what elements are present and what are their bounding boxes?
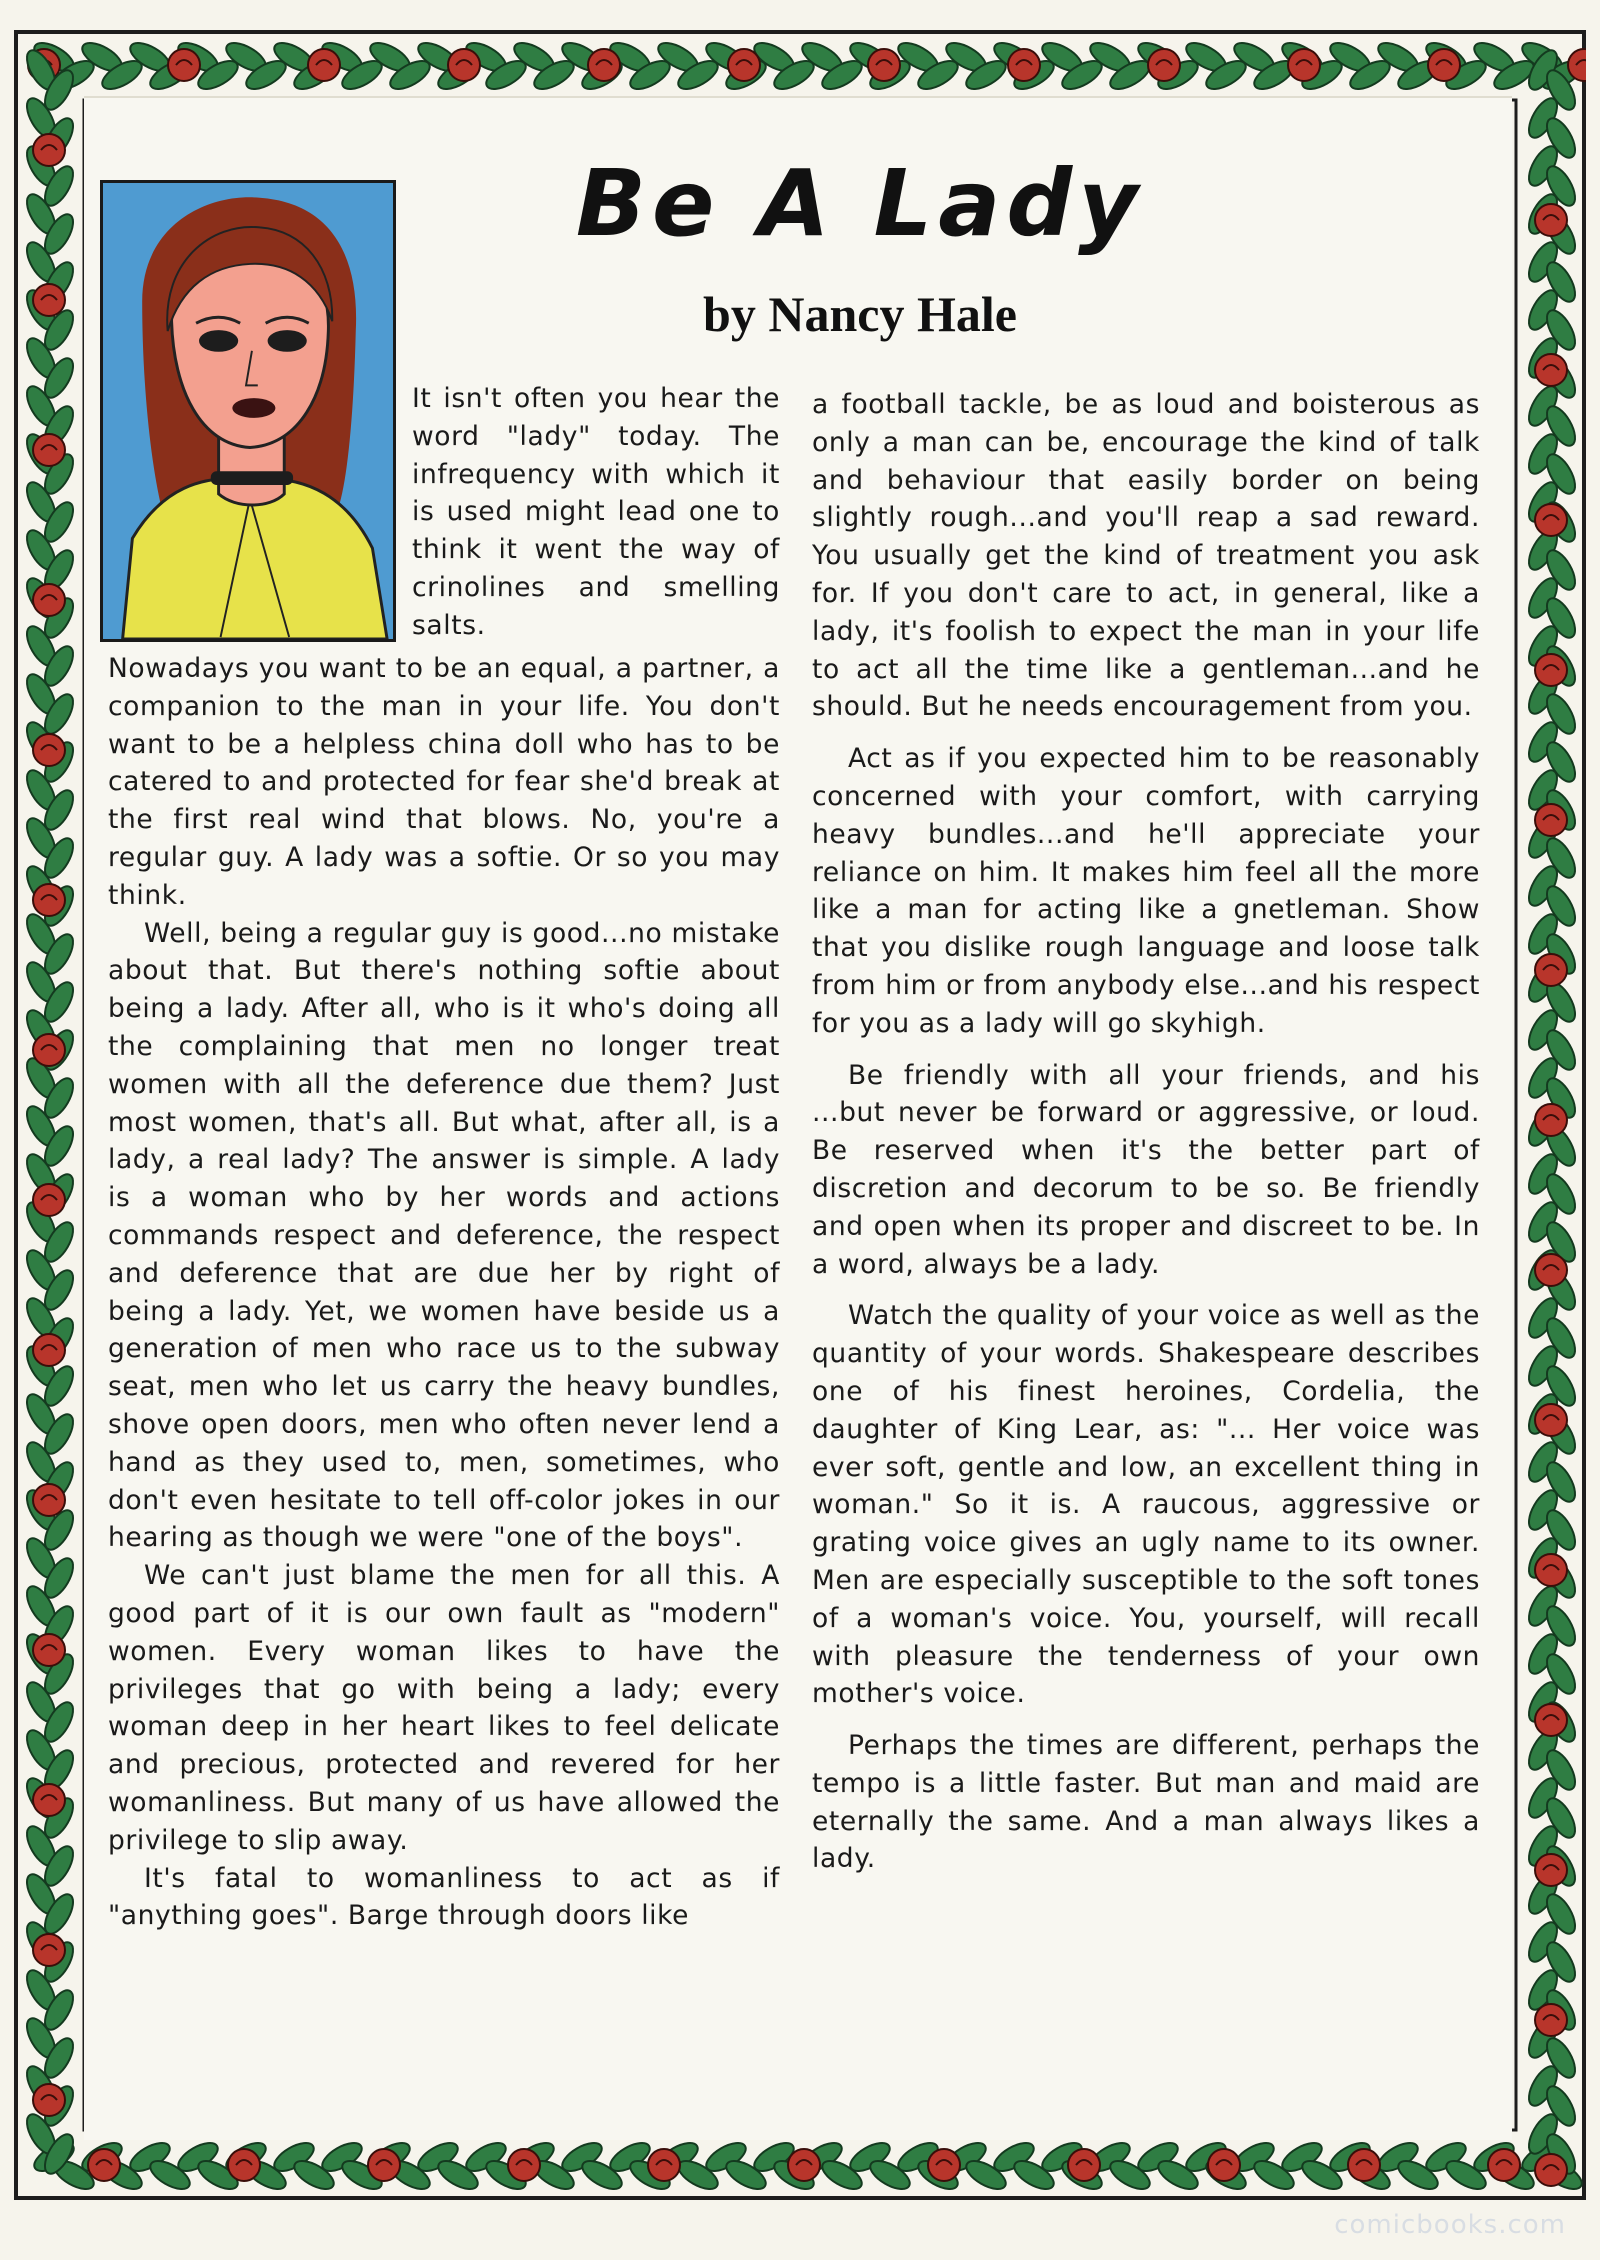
- intro-paragraph: It isn't often you hear the word "lady" today. The infrequency with which it is used might lead one to think it went the way of crinolines and smelling salts.: [412, 383, 780, 641]
- right-paragraph-4: Watch the quality of your voice as well as the quantity of your words. Shakespeare describes one of his finest heroines, Cordelia, the daughter of King Lear, as: "... Her voice was ever soft, gentle and low, an excellent thing in woman." So it is. A raucous, aggressive or grating voice gives an ugly name to its owner. Men are especially susceptible to the soft tones of a woman's voice. You, yourself, will recall with pleasure the tenderness of your own mother's voice.: [812, 1300, 1480, 1710]
- left-paragraph-4: It's fatal to womanliness to act as if "anything goes". Barge through doors like: [108, 1862, 780, 1932]
- woman-portrait-illustration: [100, 180, 396, 642]
- site-watermark: comicbooks.com: [1334, 2210, 1566, 2240]
- right-paragraph-1: a football tackle, be as loud and boisterous as only a man can be, encourage the kind of talk and behaviour that easily border on being slightly rough...and you'll reap a sad reward. You usually get the kind of treatment you ask for. If you don't care to act, in general, like a lady, it's foolish to expect the man in your life to act all the time like a gentleman...and he should. But he needs encouragement from you.: [812, 389, 1480, 723]
- right-paragraph-5: Perhaps the times are different, perhaps the tempo is a little faster. But man and maid are eternally the same. And a man always likes a lady.: [812, 1730, 1480, 1875]
- left-paragraph-2: Well, being a regular guy is good...no mistake about that. But there's nothing softie about being a lady. After all, who is it who's doing all the complaining that men no longer treat women with all the deference due them? Just most women, that's all. But what, after all, is a lady, a real lady? The answer is simple. A lady is a woman who by her words and actions commands respect and deference, the respect and deference that are due her by right of being a lady. Yet, we women have beside us a generation of men who race us to the subway seat, men who let us carry the heavy bundles, shove open doors, men who often never lend a hand as they used to, men, sometimes, who don't even hesitate to tell off-color jokes in our hearing as though we were "one of the boys".: [108, 917, 780, 1554]
- article-byline: by Nancy Hale: [703, 286, 1017, 342]
- intro-text-block: [412, 380, 780, 645]
- right-text-column: [812, 386, 1480, 1878]
- left-paragraph-1: Nowadays you want to be an equal, a partner, a companion to the man in your life. You don't want to be a helpless china doll who has to be catered to and protected for fear she'd break at the first real wind that blows. No, you're a regular guy. A lady was a softie. Or so you may think.: [108, 653, 780, 911]
- right-paragraph-2: Act as if you expected him to be reasonably concerned with your comfort, with carrying heavy bundles...and he'll appreciate your reliance on him. It makes him feel all the more like a man for acting like a gnetleman. Show that you dislike rough language and loose talk from him or from anybody else...and his respect for you as a lady will go skyhigh.: [812, 743, 1480, 1039]
- left-paragraph-3: We can't just blame the men for all this. A good part of it is our own fault as "modern" women. Every woman likes to have the privileges that go with being a lady; every woman deep in her heart likes to feel delicate and precious, protected and revered for her womanliness. But many of us have allowed the privilege to slip away.: [108, 1560, 780, 1856]
- left-text-column: [108, 650, 780, 1935]
- right-paragraph-3: Be friendly with all your friends, and his ...but never be forward or aggressive, or loud. Be reserved when it's the better part of discretion and decorum to be so. Be friendly and open when its proper and discreet to be. In a word, always be a lady.: [812, 1059, 1480, 1280]
- article-title: Be A Lady: [575, 150, 1145, 257]
